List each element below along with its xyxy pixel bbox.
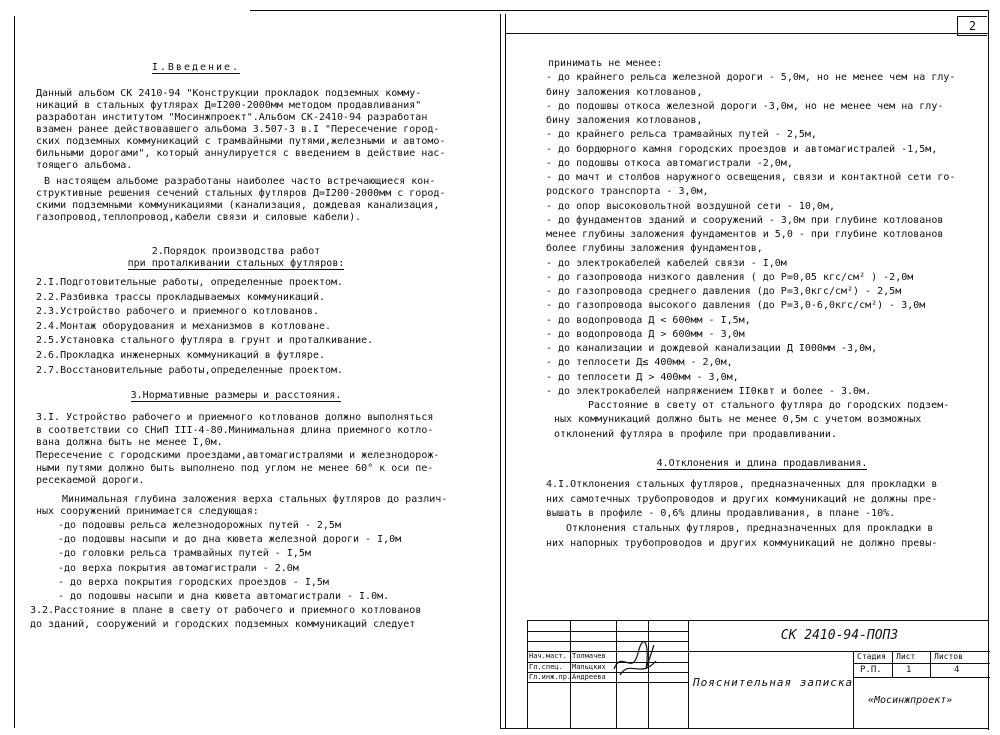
stage-header: Стадия	[857, 652, 886, 661]
list-item: 2.2.Разбивка трассы прокладываемых коммуникаций.	[36, 291, 325, 303]
list-item: 2.I.Подготовительные работы, определенные проектом.	[36, 277, 344, 288]
list-item: - до водопровода Д < 600мм - I,5м,	[546, 314, 751, 326]
signature-scribble	[610, 639, 660, 683]
role-1: Нач.маст.	[529, 652, 567, 660]
section-3-1-text: 3.I. Устройство рабочего и приемного котлованов должно выполняться в соответствии со СНиП III-4-80.Минимальная длина приемного котло- вана должна быть не менее I,0м. Пересечение с городскими проездами,автомагистралями и железнодорож- ными путями должно быть выполнено под углом не менее 60° к оси пе- ресекаемой дороги.	[36, 412, 440, 487]
section-3-2-text: 3.2.Расстояние в плане в свету от рабочего и приемного котлованов до зданий, сооружений и городских подземных коммуникаций следует	[30, 605, 422, 631]
section-3-heading: 3.Нормативные размеры и расстояния.	[130, 390, 342, 402]
frame-center-line	[500, 14, 501, 728]
list-item: - до электрокабелей кабелей связи - I,0м	[546, 257, 787, 269]
list-item: 2.7.Восстановительные работы,определенные проектом.	[36, 364, 344, 376]
list-item: -до подошвы насыпи и до дна кювета железной дороги - I,0м	[58, 534, 402, 546]
list-item: 2.6.Прокладка инженерных коммуникаций в футляре.	[36, 349, 325, 361]
list-item: - до верха покрытия городских проездов - I,5м	[58, 576, 329, 588]
list-item: - до подошвы насыпи и дна кювета автомагистрали - I.0м.	[58, 590, 390, 602]
frame-top-line	[250, 10, 988, 11]
sheet-number: 2	[968, 19, 977, 33]
list-item: - до теплосети Д > 400мм - 3,0м,	[546, 371, 739, 383]
sheets-header: Листов	[934, 652, 963, 661]
list-item: 2.3.Устройство рабочего и приемного котлованов.	[36, 306, 319, 318]
document-code: СК 2410-94-ПОПЗ	[688, 621, 990, 652]
list-item: - до газопровода низкого давления ( до Р=0,05 кгс/см² ) -2,0м	[546, 271, 914, 283]
list-item: - до подошвы откоса автомагистрали -2,0м,	[546, 157, 793, 169]
sheet-value: 1	[906, 665, 912, 675]
role-3: Гл.инж.пр.	[529, 673, 572, 681]
list-item: - до крайнего рельса железной дороги - 5,0м, но не менее чем на глу-	[546, 72, 956, 84]
work-steps-list	[36, 276, 476, 378]
section-2-heading: 2.Порядок производства работ при проталкивании стальных футляров:	[127, 246, 345, 269]
list-item: - до опор высоковольтной воздушной сети - 10,0м,	[546, 200, 835, 212]
title-block	[527, 620, 989, 729]
list-item: -до головки рельса трамвайных путей - I,5м	[58, 548, 311, 560]
list-item: - до теплосети Д≤ 400мм - 2,0м,	[546, 357, 733, 369]
left-column	[30, 62, 476, 632]
list-item: - до крайнего рельса трамвайных путей - 2,5м,	[546, 129, 817, 141]
sheet-number-box	[957, 16, 987, 36]
right-column	[546, 57, 978, 552]
section-4-heading: 4.Отклонения и длина продавливания.	[656, 457, 868, 469]
list-item: 2.5.Установка стального футляра в грунт и проталкивание.	[36, 335, 374, 347]
section-1-heading: I.Введение.	[151, 62, 241, 73]
list-item: - до подошвы откоса железной дороги -3,0м, но не менее чем на глу-	[546, 100, 944, 112]
list-item: - до мачт и столбов наружного освещения, связи и контактной сети го-	[546, 172, 956, 183]
name-1: Толмачев	[572, 652, 606, 660]
section-4-1-text: 4.I.Отклонения стальных футляров, предназначенных для прокладки в них самотечных трубопроводов и других коммуникаций не должны пре- вышать в профиле - 0,6% длины продавливания, в плане -10%. Отклонения стальных футляров, предназначенных для прокладки в них напорных трубопроводов и других коммуникаций не должно превы-	[546, 478, 938, 549]
list-item: - до газопровода среднего давления (до Р=3,0кгс/см²) - 2,5м	[546, 286, 902, 297]
role-2: Гл.спец.	[529, 663, 563, 671]
distance-list: принимать не менее: - до крайнего рельса железной дороги - 5,0м, но не менее чем на глу- бину заложения котлованов, - до подошвы откоса железной дороги -3,0м, но не менее чем на глу- бину заложения котлованов, - до крайнего рельса трамвайных путей - 2,5м, - до бордюрного камня городских проездов и автомагистралей -1,5м, - до подошвы откоса автомагистрали -2,0м, - до мачт и столбов наружного освещения, связи и контактной сети го- родского транспорта - 3,0м, - до опор высоковольтной воздушной сети - 10,0м, - до фундаментов зданий и сооружений - 3,0м при глубине котлованов менее глубины заложения фундаментов и 5,0 - при глубине котлованов более глубины заложения фундаментов, - до электрокабелей кабелей связи - I,0м - до газопровода низкого давления ( до Р=0,05 кгс/см² ) -2,0м - до газопровода среднего давления (до Р=3,0кгс/см²) - 2,5м - до газопровода высокого давления (до Р=3,0-6,0кгс/см²) - 3,0м - до водопровода Д < 600мм - I,5м, - до водопровода Д > 600мм - 3,0м - до канализации и дождевой канализации Д I000мм -3,0м, - до теплосети Д≤ 400мм - 2,0м, - до теплосети Д > 400мм - 3,0м, - до электрокабелей напряжением II0квт и более - 3.0м. Расстояние в свету от стального футляра до городских подзем- ных коммуникаций должно быть не менее 0,5м с учетом возможных отклонений футляра в профиле при продавливании.	[546, 57, 978, 442]
name-2: Мальцких	[572, 663, 606, 671]
name-3: Андреева	[572, 673, 606, 681]
intro-paragraph: Данный альбом СК 2410-94 "Конструкции прокладок подземных комму- никаций в стальных футлярах Д=I200-2000мм методом продавливания" разработан институтом "Мосинжпроект".Альбом СК-2410-94 разработан взамен ранее действовавшего альбома 3.507-3 в.I "Пересечение город- ских подземных коммуникаций с трамвайными путями,железными и автомо- бильными дорогами", который аннулируется с введением в действие нас- тоящего альбома. В настоящем альбоме разработаны наиболее часто встречающиеся кон- структивные решения сечений стальных футляров Д=I200-2000мм с город- скими подземными коммуникациями (канализация, дождевая канализация, газопровод,теплопровод,кабели связи и силовые кабели).	[36, 88, 446, 223]
min-depth-text: Минимальная глубина заложения верха стальных футляров до различ- ных сооружений принимается следующая:	[36, 493, 448, 518]
sheets-value: 4	[954, 665, 960, 675]
list-item: -до подошвы рельса железнодорожных путей - 2,5м	[58, 519, 341, 531]
organization: «Мосинжпроект»	[868, 695, 953, 706]
stage-table	[853, 651, 990, 729]
document-title: Пояснительная записка	[688, 651, 854, 729]
stage-value: Р.П.	[860, 665, 882, 675]
list-item: - до фундаментов зданий и сооружений - 3,0м при глубине котлованов	[546, 214, 944, 226]
list-item: - до водопровода Д > 600мм - 3,0м	[546, 328, 745, 340]
depth-items-list	[36, 519, 476, 604]
frame-inner-left-line	[505, 14, 506, 728]
list-item: -до верха покрытия автомагистрали - 2.0м	[58, 562, 299, 574]
list-item: - до бордюрного камня городских проездов и автомагистралей -1,5м,	[546, 143, 938, 155]
frame-inner-top-line	[505, 33, 988, 34]
list-item: - до канализации и дождевой канализации Д I000мм -3,0м,	[546, 343, 878, 354]
frame-left-line	[14, 16, 15, 728]
list-item: - до электрокабелей напряжением II0квт и более - 3.0м.	[546, 385, 872, 397]
sheet-header: Лист	[896, 652, 916, 661]
list-item: - до газопровода высокого давления (до Р=3,0-6,0кгс/см²) - 3,0м	[546, 300, 926, 312]
list-item: 2.4.Монтаж оборудования и механизмов в котловане.	[36, 320, 332, 332]
